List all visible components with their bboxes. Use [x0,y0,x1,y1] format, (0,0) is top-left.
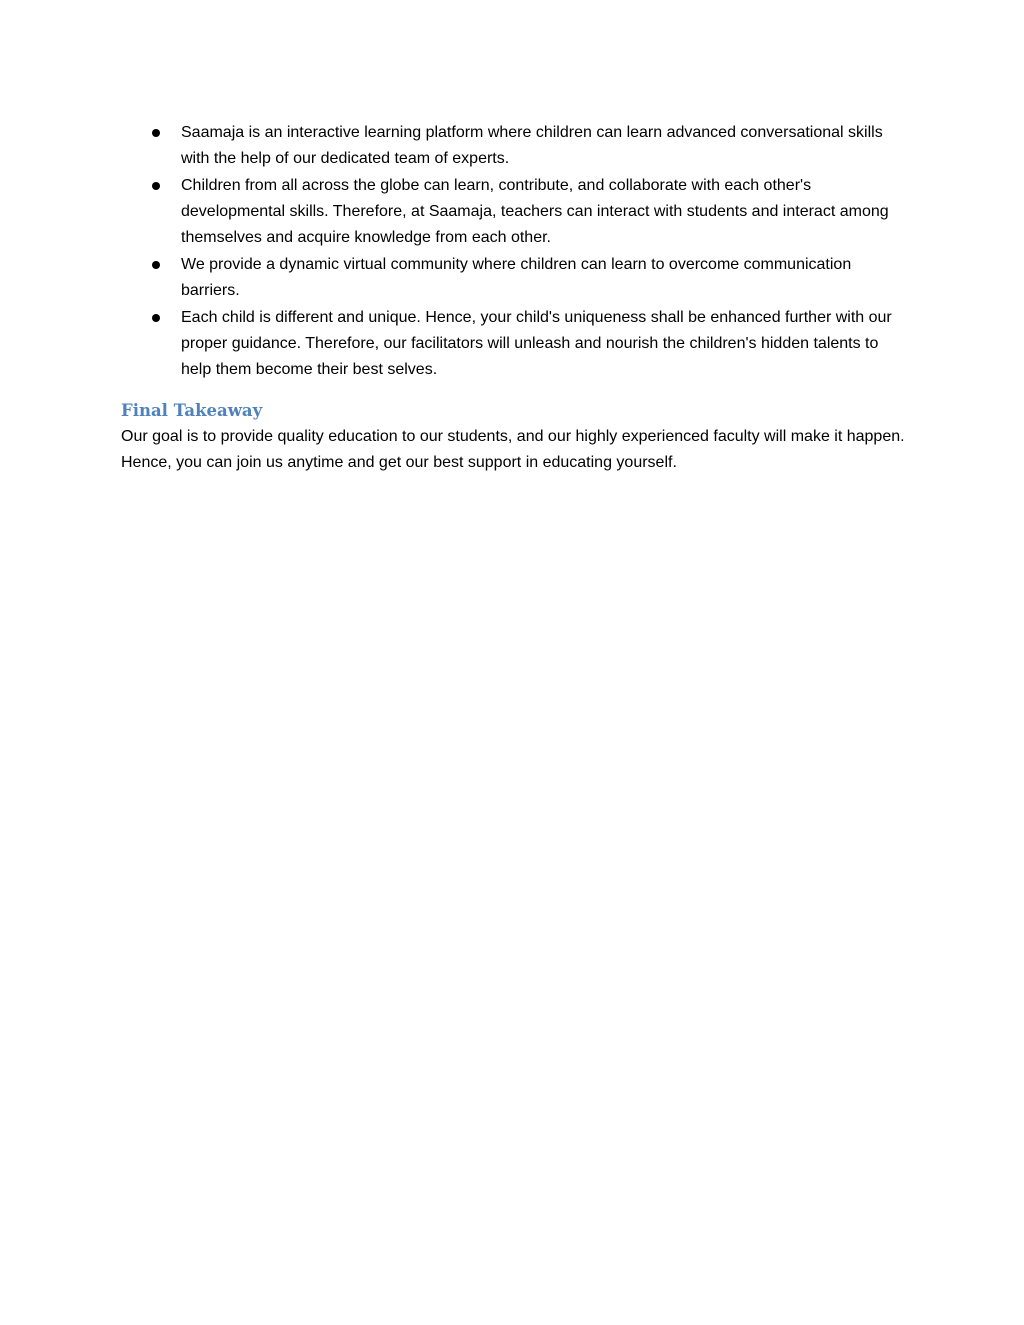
list-item [121,173,911,251]
list-item-text: Saamaja is an interactive learning platform where children can learn advanced conversational skills with the help of our dedicated team of experts. [181,124,883,167]
bullet-icon [152,261,160,269]
section-paragraph: Our goal is to provide quality education to our students, and our highly experienced faculty will make it happen. Hence, you can join us anytime and get our best support in educating yourself. [121,428,905,471]
list-item [121,120,911,172]
bullet-icon [152,314,160,322]
section-heading: Final Takeaway [121,401,263,420]
list-item-text: Children from all across the globe can learn, contribute, and collaborate with each other's developmental skills. Therefore, at Saamaja, teachers can interact with students and interact among themselves and acquire knowledge from each other. [181,177,889,246]
list-item [121,252,911,304]
list-item-text: Each child is different and unique. Hence, your child's uniqueness shall be enhanced further with our proper guidance. Therefore, our facilitators will unleash and nourish the children's hidden talents to help them become their best selves. [181,309,892,378]
bullet-icon [152,182,160,190]
list-item [121,305,911,383]
bullet-list [121,120,911,383]
bullet-icon [152,129,160,137]
list-item-text: We provide a dynamic virtual community where children can learn to overcome communication barriers. [181,256,852,299]
page-content [121,120,911,476]
